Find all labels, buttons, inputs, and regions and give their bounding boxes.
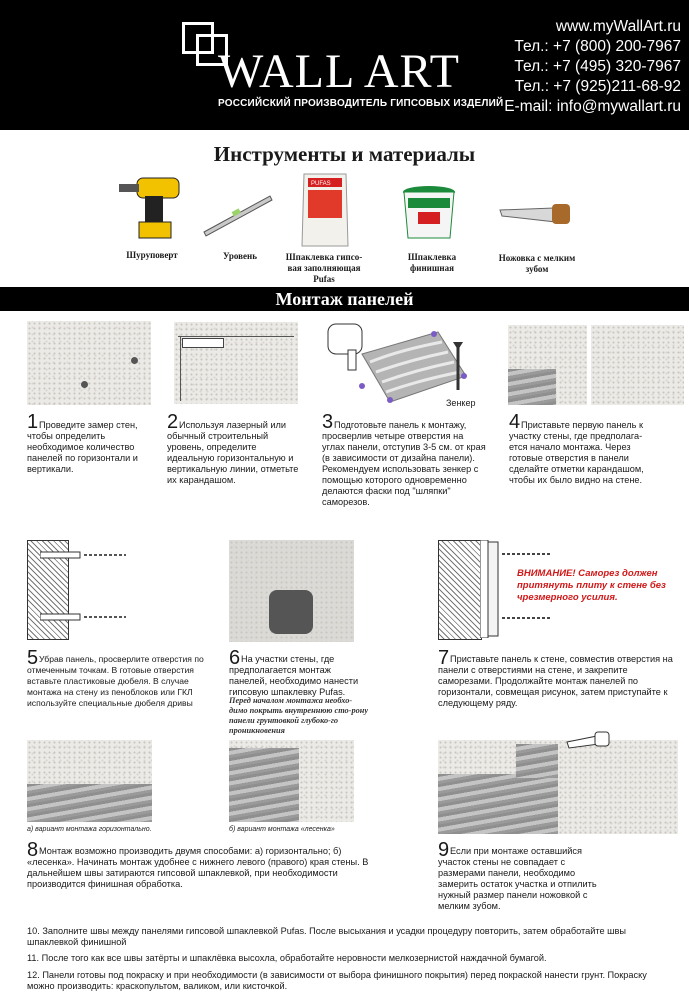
install-title: Монтаж панелей xyxy=(275,289,414,309)
step-3-number: 3 xyxy=(322,411,334,433)
step-4-number: 4 xyxy=(509,411,521,433)
step-8-number: 8 xyxy=(27,839,39,861)
step-2-text: Используя лазерный или обычный строительный уровень, определите идеальную горизонтальную и вертикальную линии, отметьте их карандашом. xyxy=(167,420,299,485)
step4-wall-right xyxy=(591,325,684,405)
svg-text:PUFAS: PUFAS xyxy=(311,181,331,187)
step-6-number: 6 xyxy=(229,647,241,669)
warning-text: ВНИМАНИЕ! Саморез должен притянуть плиту к стене без чрезмерного усилия. xyxy=(517,568,666,603)
level-icon xyxy=(202,192,274,237)
step-7-text: Приставьте панель к стене, совместив отверстия на панели с отверстиями на стене, и закрепите саморезами. Продолжайте монтаж панелей по горизонтали, совмещая рисунок, затем приступайте к следующему ряду. xyxy=(438,654,673,708)
step-9-text: Если при монтаже оставшийся участок стены не совпадает с размерами панели, необходимо замерить остаток участка и отпилить нужный размер панели ножовкой с мелким зубом. xyxy=(438,846,597,911)
phone-1[interactable]: Тел.: +7 (800) 200-7967 xyxy=(514,38,681,55)
saw-icon xyxy=(498,200,572,230)
step3-drill-panel-image xyxy=(320,320,470,406)
step-4-text: Приставьте первую панель к участку стены, где предполага-ется начало монтажа. Через готовые отверстия в панели сделайте отметки карандашом, чтобы их было видно на стене. xyxy=(509,420,644,485)
step-5-number: 5 xyxy=(27,647,39,669)
step-2-number: 2 xyxy=(167,411,179,433)
phone-2[interactable]: Тел.: +7 (495) 320-7967 xyxy=(514,58,681,75)
step2-level-image xyxy=(174,322,298,404)
step-1-number: 1 xyxy=(27,411,39,433)
website-link[interactable]: www.myWallArt.ru xyxy=(555,18,681,35)
brand-subtitle: РОССИЙСКИЙ ПРОИЗВОДИТЕЛЬ ГИПСОВЫХ ИЗДЕЛИЙ xyxy=(218,98,504,109)
step-6-text: На участки стены, где предполагается монтаж панелей, необходимо нанести гипсовую шпаклевку Pufas. xyxy=(229,654,359,697)
caption-b: б) вариант монтажа «лесенка» xyxy=(229,826,335,833)
email-link[interactable]: E-mail: info@mywallart.ru xyxy=(504,98,681,115)
zenker-label: Зенкер xyxy=(446,398,476,408)
step7-wall-section xyxy=(438,540,482,640)
tools-title: Инструменты и материалы xyxy=(213,142,476,166)
bucket-icon xyxy=(400,184,458,242)
phone-3[interactable]: Тел.: +7 (925)211-68-92 xyxy=(514,78,681,95)
tool-label-level: Уровень xyxy=(223,251,257,261)
tool-label-pufas: Шпаклевка гипсо-вая заполняющая Pufas xyxy=(285,252,363,284)
step1-wall-image xyxy=(27,321,151,405)
step-3-text: Подготовьте панель к монтажу, просверлив четыре отверстия на углах панели, отступив 3-5 см. от края (в зависимости от дизайна панели). Рекомендуем использовать зенкер с помощью которого одновременно делаются фаски под "шляпки" саморезов. xyxy=(322,420,486,507)
step-10-text: 10. Заполните швы между панелями гипсовой шпаклевкой Pufas. После высыхания и усадки процедуру повторить, затем обработайте швы шпаклевкой финишной xyxy=(27,926,626,947)
brand-name: WALL ART xyxy=(218,45,460,98)
step6-plaster-photo xyxy=(229,540,354,642)
step9-wall-image xyxy=(438,740,678,834)
step9-saw-icon xyxy=(565,728,611,752)
step-9-number: 9 xyxy=(438,839,450,861)
step-6-note: Перед началом монтажа необхо-димо покрыть внутреннюю сто-рону панели грунтовкой глубоко-го проникновения xyxy=(229,696,369,735)
drill-icon xyxy=(117,174,185,244)
caption-a: а) вариант монтажа горизонтально. xyxy=(27,826,152,833)
step-8-text: Монтаж возможно производить двумя способами: а) горизонтально; б) «лесенка». Начинать монтаж удобнее с нижнего левого (правого) края стены. В дальнейшем швы затираются гипсовой шпаклевкой, при необходимости производится финишная обработка. xyxy=(27,846,369,889)
bag-icon xyxy=(300,172,350,248)
tool-label-saw: Ножовка с мелким зубом xyxy=(498,253,576,274)
step4-wall-left xyxy=(508,325,587,405)
tool-label-finish: Шпаклевка финишная xyxy=(407,252,457,273)
step8b-wall-image xyxy=(229,740,354,822)
step-7-number: 7 xyxy=(438,647,450,669)
step-11-text: 11. После того как все швы затёрты и шпаклёвка высохла, обработайте неровности мелкозернистой наждачной бумагой. xyxy=(27,953,547,963)
step5-dowels-image xyxy=(40,544,130,634)
step-1-text: Проведите замер стен, чтобы определить необходимое количество панелей по горизонтали и вертикали. xyxy=(27,420,138,474)
step8a-wall-image xyxy=(27,740,152,822)
step-5-text: Убрав панель, просверлите отверстия по отмеченным точкам. В готовые отверстия вставьте пластиковые дюбеля. В случае монтажа на стену из пеноблоков или ГКЛ используйте специальные дюбеля дривы xyxy=(27,654,204,708)
tool-label-drill: Шуруповерт xyxy=(126,250,178,260)
step-12-text: 12. Панели готовы под покраску и при необходимости (в зависимости от выбора финишного покрытия) перед покраской нанести грунт. Покраску можно производить: краскопультом, валиком, или кисточкой. xyxy=(27,970,647,991)
